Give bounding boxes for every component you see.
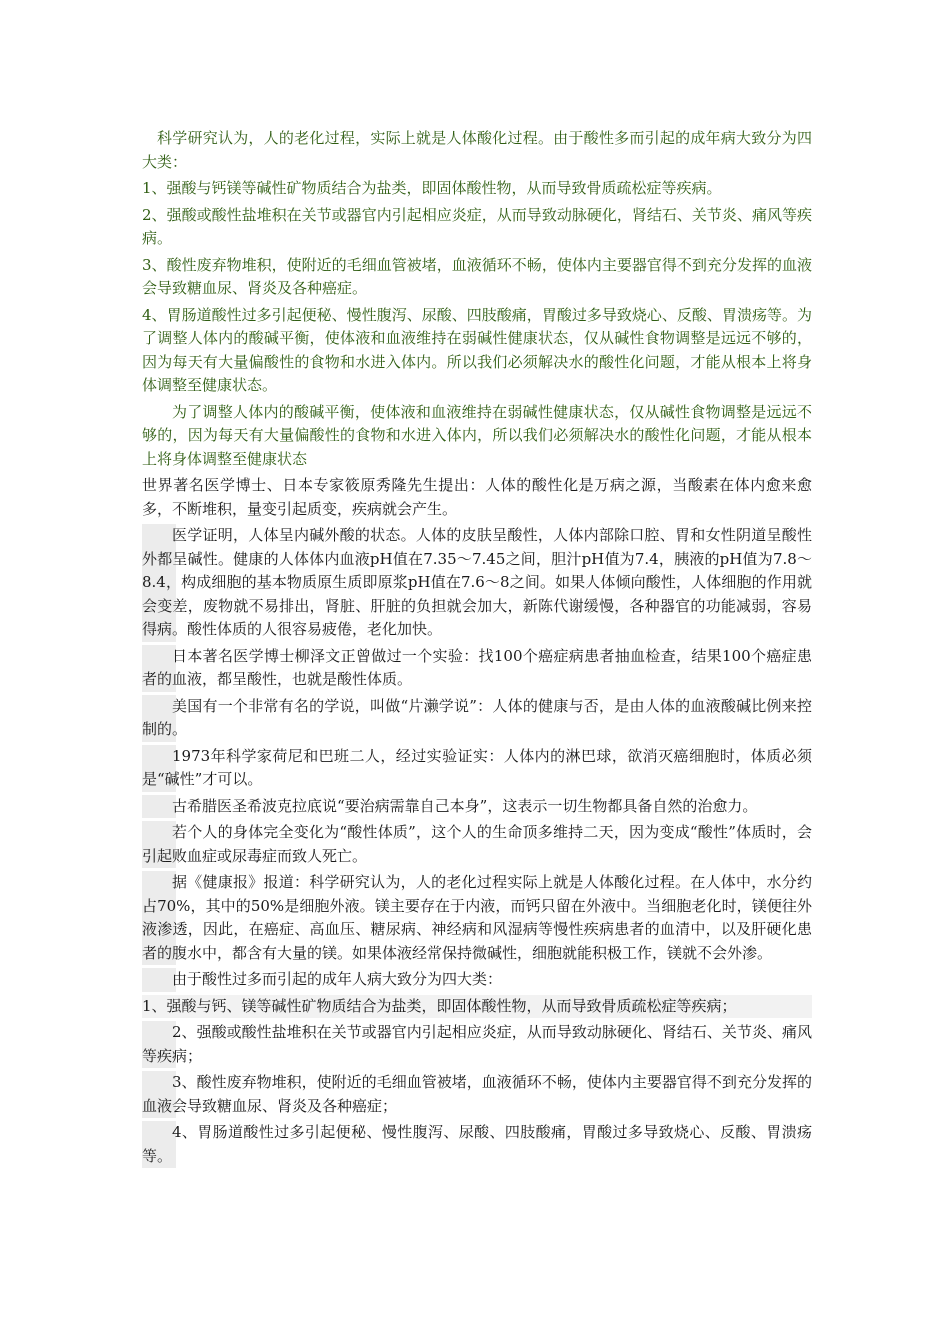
list-item-4: 4、胃肠道酸性过多引起便秘、慢性腹泻、尿酸、四肢酸痛，胃酸过多导致烧心、反酸、胃溃疡等。为了调整人体内的酸碱平衡，使体液和血液维持在弱碱性健康状态，仅从碱性食物调整是远远不够的，因为每天有大量偏酸性的食物和水进入体内。所以我们必须解决水的酸性化问题，才能从根本上将身体调整至健康状态。: [142, 305, 812, 394]
list-item-repeat-1: 1、强酸与钙、镁等碱性矿物质结合为盐类，即固体酸性物，从而导致骨质疏松症等疾病；: [142, 995, 812, 1019]
list-item-1: 1、强酸与钙镁等碱性矿物质结合为盐类，即固体酸性物，从而导致骨质疏松症等疾病。: [142, 179, 722, 197]
paragraph-acidic-constitution: 若个人的身体完全变化为“酸性体质”，这个人的生命顶多维持二天，因为变成“酸性”体质时，会引起败血症或尿毒症而致人死亡。: [142, 821, 812, 868]
paragraph-intro: 科学研究认为，人的老化过程，实际上就是人体酸化过程。由于酸性多而引起的成年病大致分为四大类：: [142, 129, 812, 171]
paragraph-yanagisawa: 日本著名医学博士柳泽文正曾做过一个实验：找100个癌症病患者抽血检查，结果100个癌症患者的血液，都呈酸性，也就是酸性体质。: [142, 645, 812, 692]
paragraph-hippocrates: 古希腊医圣希波克拉底说“要治病需靠自己本身”，这表示一切生物都具备自然的治愈力。: [142, 795, 812, 819]
list-item-repeat-4: 4、胃肠道酸性过多引起便秘、慢性腹泻、尿酸、四肢酸痛，胃酸过多导致烧心、反酸、胃溃疡等。: [142, 1121, 812, 1168]
paragraph-health-news: 据《健康报》报道：科学研究认为，人的老化过程实际上就是人体酸化过程。在人体中，水分约占70%，其中的50%是细胞外液。镁主要存在于内液，而钙只留在外液中。当细胞老化时，镁便往外液渗透，因此，在癌症、高血压、糖尿病、神经病和风湿病等慢性疾病患者的血清中，以及肝硬化患者的腹水中，都含有大量的镁。如果体液经常保持微碱性，细胞就能积极工作，镁就不会外渗。: [142, 871, 812, 965]
paragraph-medical-proof: 医学证明，人体呈内碱外酸的状态。人体的皮肤呈酸性，人体内部除口腔、胃和女性阴道呈酸性外都呈碱性。健康的人体体内血液pH值在7.35～7.45之间，胆汁pH值为7.4，胰液的pH值为7.8～8.4，构成细胞的基本物质原生质即原浆pH值在7.6～8之间。如果人体倾向酸性，人体细胞的作用就会变差，废物就不易排出，肾脏、肝脏的负担就会加大，新陈代谢缓慢，各种器官的功能减弱，容易得病。酸性体质的人很容易疲倦，老化加快。: [142, 524, 812, 642]
list-item-repeat-3: 3、酸性废弃物堆积，使附近的毛细血管被堵，血液循环不畅，使体内主要器官得不到充分发挥的血液会导致糖血尿、肾炎及各种癌症；: [142, 1071, 812, 1118]
document-body: [142, 127, 812, 1171]
paragraph-1973-experiment: 1973年科学家荷尼和巴班二人，经过实验证实：人体内的淋巴球，欲消灭癌细胞时，体质必须是“碱性”才可以。: [142, 745, 812, 792]
paragraph-four-categories: 由于酸性过多而引起的成年人病大致分为四大类：: [142, 968, 812, 992]
list-item-repeat-2: 2、强酸或酸性盐堆积在关节或器官内引起相应炎症，从而导致动脉硬化、肾结石、关节炎、痛风等疾病；: [142, 1021, 812, 1068]
list-item-2: 2、强酸或酸性盐堆积在关节或器官内引起相应炎症，从而导致动脉硬化，肾结石、关节炎、痛风等疾病。: [142, 205, 812, 247]
paragraph-acid-base-balance: 为了调整人体内的酸碱平衡，使体液和血液维持在弱碱性健康状态，仅从碱性食物调整是远远不够的，因为每天有大量偏酸性的食物和水进入体内，所以我们必须解决水的酸性化问题，才能从根本上将身体调整至健康状态: [142, 402, 812, 468]
paragraph-shinohara: 世界著名医学博士、日本专家筱原秀隆先生提出：人体的酸性化是万病之源，当酸素在体内愈来愈多，不断堆积，量变引起质变，疾病就会产生。: [142, 476, 812, 518]
paragraph-katase-theory: 美国有一个非常有名的学说，叫做“片濑学说”：人体的健康与否，是由人体的血液酸碱比例来控制的。: [142, 695, 812, 742]
list-item-3: 3、酸性废弃物堆积，使附近的毛细血管被堵，血液循环不畅，使体内主要器官得不到充分发挥的血液会导致糖血尿、肾炎及各种癌症。: [142, 255, 812, 297]
